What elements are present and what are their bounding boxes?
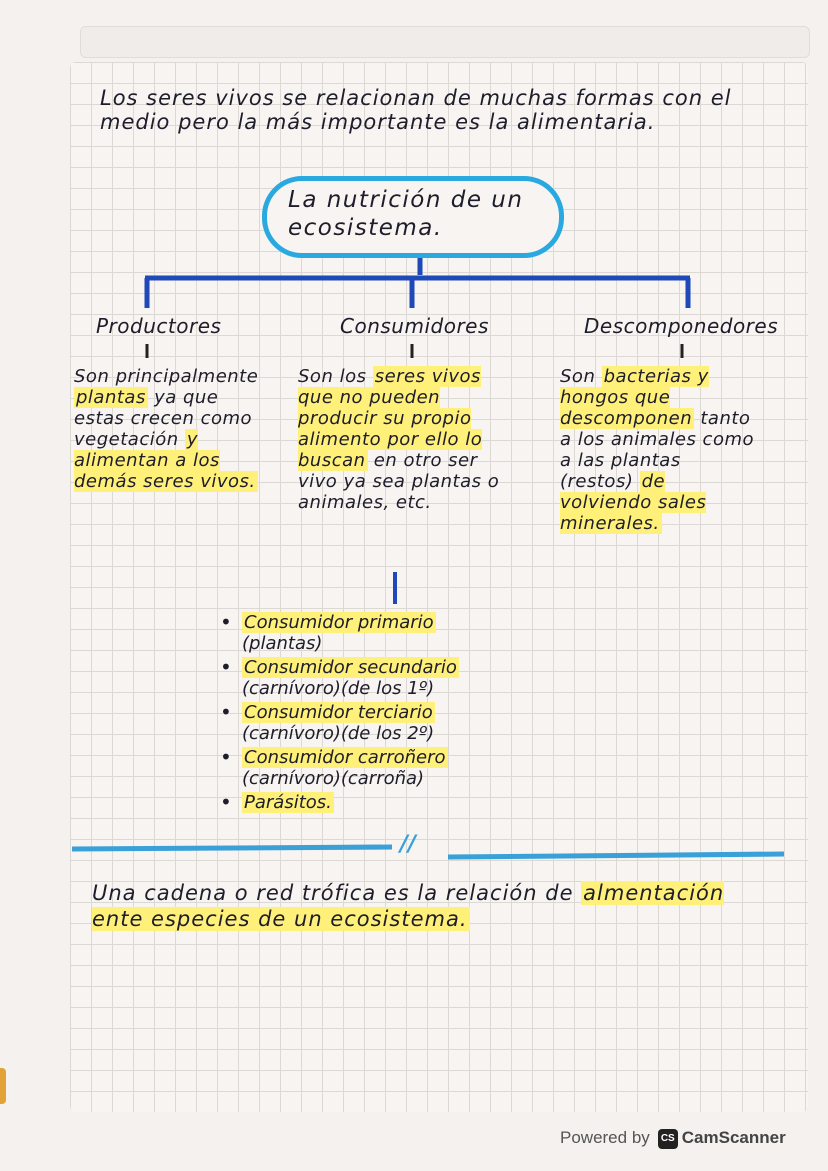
camscanner-footer [560,1128,786,1149]
consumer-type-name: Parásitos. [244,792,332,813]
consumer-type-name: Consumidor secundario [244,657,457,678]
divider-mark: // [400,832,417,857]
divider-left [72,847,392,849]
text-segment: Son principalmente [74,366,259,387]
list-item [220,702,540,744]
text-segment: en otro ser vivo ya sea plantas o animales, etc. [298,450,500,513]
text-highlight: plantas [76,387,146,408]
text-segment: ya que estas crecen como vegetación [74,387,253,450]
text-highlight: bacterias y hongos que descomponen [560,366,709,429]
consumer-type-note: (carnívoro)(carroña) [242,768,425,789]
text-productores [74,366,264,492]
list-item [220,612,540,654]
heading-productores: Productores [96,314,222,338]
definition-highlight: almentación ente especies de un ecosistema. [92,881,725,931]
text-highlight: de volviendo sales minerales. [560,471,707,534]
consumer-type-name: Consumidor terciario [244,702,433,723]
text-highlight: seres vivos que no pueden producir su propio alimento por ello lo buscan [298,366,483,471]
divider-right [448,854,784,857]
consumer-type-name: Consumidor carroñero [244,747,446,768]
consumer-type-name: Consumidor primario [244,612,434,633]
list-item [220,747,540,789]
list-item [220,657,540,699]
camscanner-logo-icon: CS [658,1129,678,1149]
bottom-definition [92,880,782,932]
heading-descomponedores: Descomponedores [584,314,779,338]
heading-consumidores: Consumidores [340,314,489,338]
consumer-type-note: (carnívoro)(de los 2º) [242,723,435,744]
list-item [220,792,540,813]
intro-text: Los seres vivos se relacionan de muchas formas con el medio pero la más importante es la alimentaria. [100,86,732,134]
text-highlight: y alimentan a los demás seres vivos. [74,429,256,492]
text-segment: Son [560,366,602,387]
text-consumidores [298,366,518,513]
consumer-type-note: (carnívoro)(de los 1º) [242,678,435,699]
consumer-types-list [220,612,540,816]
text-segment: Son los [298,366,373,387]
central-title: La nutrición de un ecosistema. [288,187,524,241]
definition-start: Una cadena o red trófica es la relación de [92,881,582,905]
consumer-type-note: (plantas) [242,633,323,654]
text-segment: tanto a los animales como a las plantas (restos) [560,408,754,492]
powered-by-label: Powered by [560,1128,650,1147]
text-descomponedores [560,366,760,534]
camscanner-brand: CamScanner [681,1128,786,1147]
